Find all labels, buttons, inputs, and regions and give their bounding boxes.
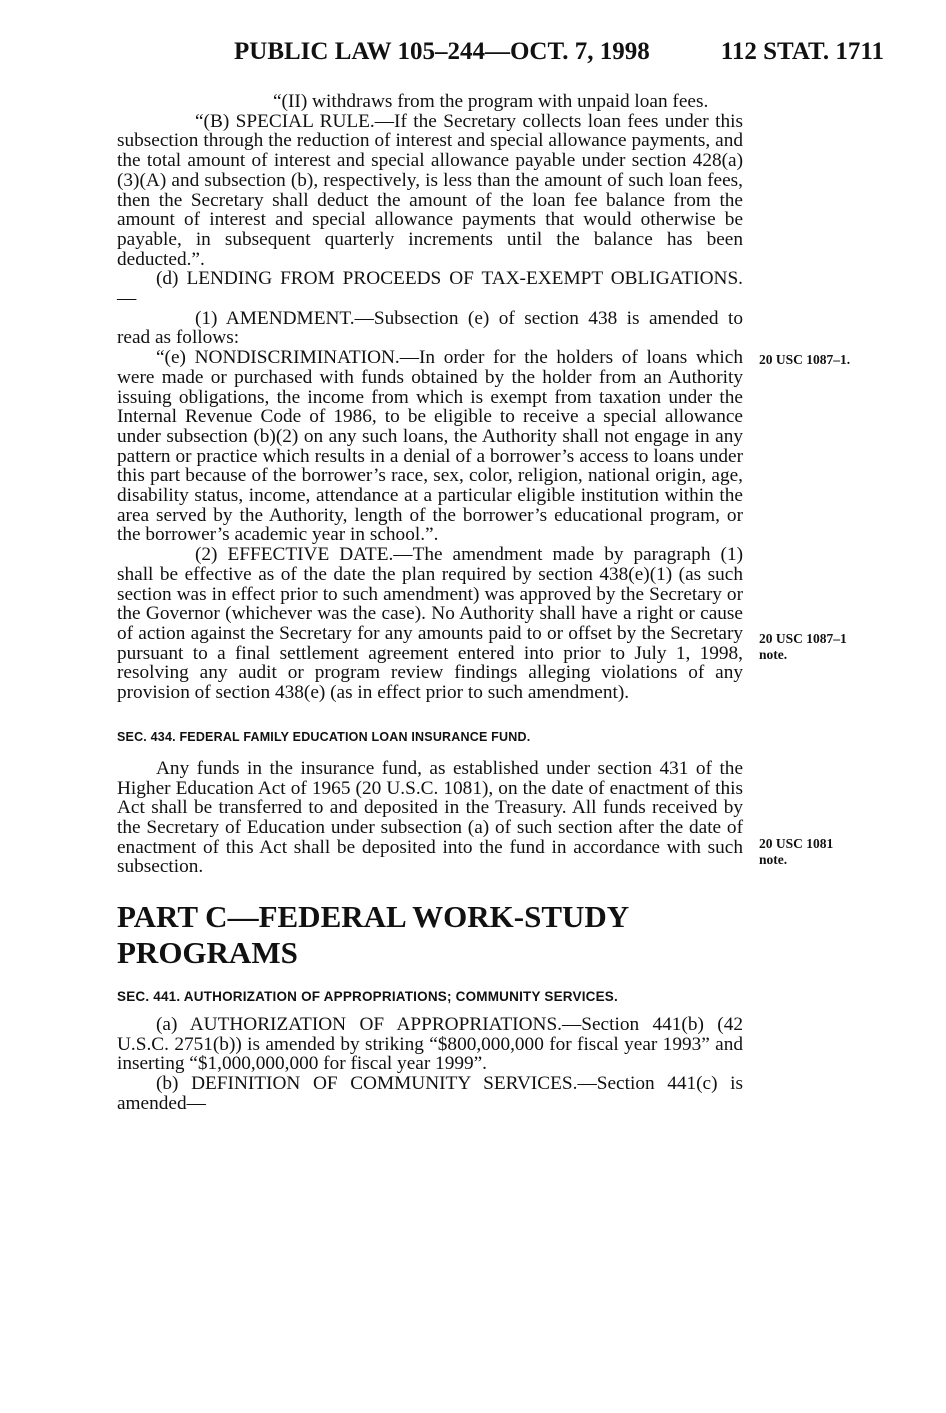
paragraph-e-nondiscrimination: “(e) NONDISCRIMINATION.—In order for the holders of loans which were made or purchased with funds obtained by the holder from an Authority issuing obligations, the income from which is exempt from taxation under the Internal Revenue Code of 1986, to be eligible to receive a special allowance under subsection (b)(2) on any such loans, the Authority shall not engage in any pattern or practice which results in a denial of a borrower’s access to loans under this part because of the borrower’s race, sex, color, religion, national origin, age, disability status, income, attendance at a particular eligible institution within the area served by the Authority, length of the borrower’s educational program, or the borrower’s academic year in school.”. (117, 347, 743, 546)
paragraph-b-special-rule: “(B) SPECIAL RULE.—If the Secretary collects loan fees under this subsection through the reduction of interest and special allowance payments, and the total amount of interest and special allowance payable under section 428(a)(3)(A) and subsection (b), respectively, is less than the amount of such loan fees, then the Secretary shall deduct the amount of the loan fee balance from the amount of interest and special allowance payments that would otherwise be payable, in subsequent quarterly increments until the balance has been deducted.”. (117, 110, 743, 270)
section-434-text: Any funds in the insurance fund, as established under section 431 of the Higher Education Act of 1965 (20 U.S.C. 1081), on the date of enactment of this Act shall be transferred to and deposited in the Treasury. All funds received by the Secretary of Education under subsection (a) of such section after the date of enactment of this Act shall be deposited into the fund in accordance with such subsection. (117, 757, 743, 878)
running-head (234, 38, 884, 74)
subsection-a-authorization: (a) AUTHORIZATION OF APPROPRIATIONS.—Section 441(b) (42 U.S.C. 2751(b)) is amended by striking “$800,000,000 for fiscal year 1993” and inserting “$1,000,000,000 for fiscal year 1999”. (117, 1014, 743, 1075)
document-body (117, 92, 743, 1114)
paragraph-2-effective-date: (2) EFFECTIVE DATE.—The amendment made by paragraph (1) shall be effective as of the date the plan required by section 438(e)(1) (as such section was in effect prior to such amendment) was approved by the Secretary or the Governor (whichever was the case). No Authority shall have a right or cause of action against the Secretary for any amounts paid to or offset by the Secretary pursuant to a final settlement agreement entered into prior to July 1, 1998, resolving any audit or program review findings alleging violations of any provision of section 438(e) (as in effect prior to such amendment). (117, 544, 743, 704)
section-441-heading: SEC. 441. AUTHORIZATION OF APPROPRIATIONS; COMMUNITY SERVICES. (117, 989, 618, 1005)
paragraph-1-amendment: (1) AMENDMENT.—Subsection (e) of section 438 is amended to read as follows: (117, 307, 743, 349)
margin-note-usc-1087-1-note: 20 USC 1087–1 note. (759, 631, 847, 662)
margin-note-usc-1081-note: 20 USC 1081 note. (759, 836, 834, 867)
header-page-number: 112 STAT. 1711 (720, 38, 884, 65)
header-citation: PUBLIC LAW 105–244—OCT. 7, 1998 (234, 38, 650, 65)
part-c-heading: PART C—FEDERAL WORK-STUDY PROGRAMS (117, 899, 629, 971)
paragraph-ii-withdraws: “(II) withdraws from the program with unpaid loan fees. (273, 91, 709, 112)
subsection-b-definition: (b) DEFINITION OF COMMUNITY SERVICES.—Section 441(c) is amended— (117, 1073, 743, 1114)
margin-note-usc-1087-1: 20 USC 1087–1. (759, 352, 851, 367)
subsection-d-heading: (d) LENDING FROM PROCEEDS OF TAX-EXEMPT OBLIGATIONS.— (117, 268, 743, 310)
section-434-heading: SEC. 434. FEDERAL FAMILY EDUCATION LOAN INSURANCE FUND. (117, 729, 531, 744)
